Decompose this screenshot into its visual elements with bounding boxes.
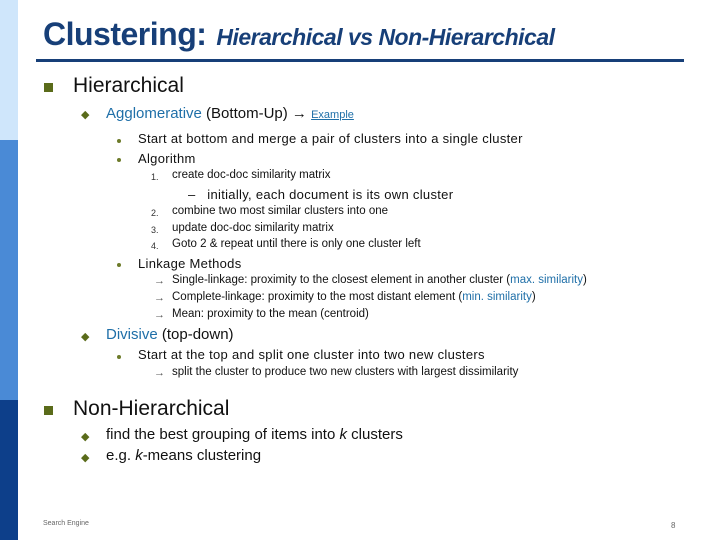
arrow-bullet-icon: → [154,367,165,379]
diamond-bullet-icon: ◆ [81,431,90,443]
square-bullet-icon [44,83,53,92]
dot-bullet-icon [117,263,121,267]
list-item: Algorithm [138,151,196,166]
list-item: find the best grouping of items into k clusters [106,426,403,443]
step-number: 4. [151,241,159,251]
dot-bullet-icon [117,139,121,143]
title-rule [36,59,684,62]
step-number: 2. [151,208,159,218]
arrow-bullet-icon: → [154,309,165,321]
list-item: Start at bottom and merge a pair of clusters into a single cluster [138,131,523,146]
footer-text: Search Engine [43,520,89,527]
side-stripe-mid [0,140,18,400]
step-item: combine two most similar clusters into one [172,205,389,217]
arrow-bullet-icon: → [154,275,165,287]
step-number: 3. [151,225,159,235]
step-number: 1. [151,172,159,182]
diamond-bullet-icon: ◆ [81,109,90,121]
step-item: update doc-doc similarity matrix [172,222,334,234]
heading-hierarchical: Hierarchical [73,74,184,97]
linkage-item: Mean: proximity to the mean (centroid) [172,308,369,320]
linkage-item: Single-linkage: proximity to the closest element in another cluster (max. similarity) [172,274,587,286]
step-item: Goto 2 & repeat until there is only one cluster left [172,238,421,250]
example-link[interactable]: Example [311,109,354,121]
agglomerative-line: Agglomerative (Bottom-Up) → Example [106,105,354,122]
list-item: Linkage Methods [138,256,242,271]
sub-item: split the cluster to produce two new clusters with largest dissimilarity [172,366,519,378]
step-item: create doc-doc similarity matrix [172,169,331,181]
sub-item: – initially, each document is its own cluster [188,187,454,202]
list-item: e.g. k-means clustering [106,447,262,464]
side-stripe-light [0,0,18,140]
linkage-item: Complete-linkage: proximity to the most distant element (min. similarity) [172,291,536,303]
diamond-bullet-icon: ◆ [81,452,90,464]
square-bullet-icon [44,406,53,415]
divisive-line: Divisive (top-down) [106,326,234,343]
side-stripe-dark [0,400,18,540]
page-number: 8 [671,521,676,530]
arrow-bullet-icon: → [154,292,165,304]
slide-title: Clustering: Hierarchical vs Non-Hierarchical [43,16,555,52]
dot-bullet-icon [117,355,121,359]
diamond-bullet-icon: ◆ [81,331,90,343]
heading-non-hierarchical: Non-Hierarchical [73,397,230,420]
list-item: Start at the top and split one cluster into two new clusters [138,347,485,362]
dot-bullet-icon [117,158,121,162]
